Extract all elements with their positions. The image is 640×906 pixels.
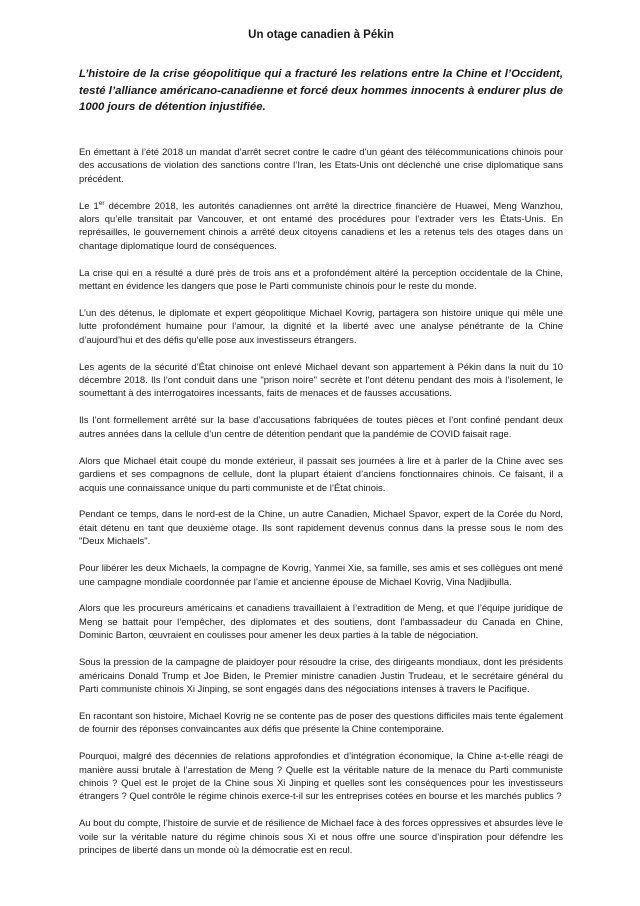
document-page bbox=[79, 29, 563, 871]
paragraph-3: La crise qui en a résulté a duré près de trois ans et a profondément altéré la perception occidentale de la Chine, mettant en évidence les dangers que pose le Parti communiste chinois pour le reste du monde. bbox=[79, 267, 563, 293]
paragraph-11: Sous la pression de la campagne de plaidoyer pour résoudre la crise, des dirigeants mondiaux, dont les présidents américains Donald Trump et Joe Biden, le Premier ministre canadien Justin Trudeau, et le secrétaire général du Parti communiste chinois Xi Jinping, se sont engagés dans des négociations intenses à travers le Pacifique. bbox=[79, 657, 563, 695]
paragraph-14: Au bout du compte, l’histoire de survie et de résilience de Michael face à des forces oppressives et absurdes lève le voile sur la véritable nature du régime chinois sous Xi et nous offre une source d’inspiration pour défendre les principes de liberté dans un monde où la démocratie est en recul. bbox=[79, 818, 563, 857]
paragraph-12: En racontant son histoire, Michael Kovrig ne se contente pas de poser des questions difficiles mais tente également de fournir des réponses convaincantes aux défis que présente la Chine contemporaine. bbox=[79, 710, 563, 736]
lead-paragraph: L’histoire de la crise géopolitique qui a fracturé les relations entre la Chine et l’Occident, testé l’alliance américano-canadienne et forcé deux hommes innocents à endurer plus de 1000 jours de détention injustifiée. bbox=[79, 68, 563, 114]
paragraph-1: En émettant à l’été 2018 un mandat d’arrêt secret contre le cadre d’un géant des télécommunications chinois pour des accusations de violation des sanctions contre l’Iran, les Etats-Unis ont déclenché une crise diplomatique sans précédent. bbox=[79, 146, 563, 185]
paragraph-10: Alors que les procureurs américains et canadiens travaillaient à l’extradition de Meng, et que l’équipe juridique de Meng se battait pour l’empêcher, des diplomates et des soutiens, dont l’ambassadeur du Canada en Chine, Dominic Barton, œuvraient en coulisses pour amener les deux parties à la table de négociation. bbox=[79, 603, 563, 642]
paragraph-13: Pourquoi, malgré des décennies de relations approfondies et d’intégration économique, la Chine a-t-elle réagi de manière aussi brutale à l’arrestation de Meng ? Quelle est la véritable nature de la menace du Parti communiste chinois ? Quel est le projet de la Chine sous Xi Jinping et quelles sont les conséquences pour les investisseurs étrangers ? Quel contrôle le régime chinois exerce-t-il sur les entreprises cotées en bourse et les marchés publics ? bbox=[79, 751, 563, 803]
paragraph-2-rest: décembre 2018, les autorités canadiennes ont arrêté la directrice financière de Huawei, Meng Wanzhou, alors qu’elle transitait par Vancouver, et ont entamé des procédures pour l’extrader vers les États-Unis. En représailles, le gouvernement chinois a arrêté deux citoyens canadiens et les a retenus tels des otages dans un chantage diplomatique lourd de conséquences. bbox=[79, 200, 563, 252]
paragraph-6: Ils l’ont formellement arrêté sur la base d’accusations fabriquées de toutes pièces et l’ont confiné pendant deux autres années dans la cellule d’un centre de détention pendant que la pandémie de COVID faisait rage. bbox=[79, 415, 563, 440]
paragraph-2 bbox=[79, 200, 563, 254]
paragraph-8: Pendant ce temps, dans le nord-est de la Chine, un autre Canadien, Michael Spavor, expert de la Corée du Nord, était détenu en tant que deuxième otage. Ils sont rapidement devenus connus dans la presse sous le nom des "Deux Michaels". bbox=[79, 509, 563, 548]
paragraph-2-start: Le 1 bbox=[79, 200, 99, 212]
paragraph-7: Alors que Michael était coupé du monde extérieur, il passait ses journées à lire et à parler de la Chine avec ses gardiens et ses compagnons de cellule, dont la plupart étaient d’anciens fonctionnaires chinois. Ce faisant, il a acquis une connaissance unique du parti communiste et de l’État chinois. bbox=[79, 455, 563, 494]
ordinal-superscript: er bbox=[98, 199, 105, 207]
paragraph-9: Pour libérer les deux Michaels, la compagne de Kovrig, Yanmei Xie, sa famille, ses amis et ses collègues ont mené une campagne mondiale coordonnée par l’amie et ancienne épouse de Michael Kovrig, Vina Nadjibulla. bbox=[79, 563, 563, 588]
paragraph-5: Les agents de la sécurité d’État chinoise ont enlevé Michael devant son appartement à Pékin dans la nuit du 10 décembre 2018. Ils l’ont conduit dans une "prison noire" secrète et l’ont détenu pendant des mois à l’isolement, le soumettant à des interrogatoires incessants, faits de menaces et de fausses accusations. bbox=[79, 361, 563, 400]
document-title: Un otage canadien à Pékin bbox=[248, 29, 394, 41]
paragraph-4: L’un des détenus, le diplomate et expert géopolitique Michael Kovrig, partagera son histoire unique qui mêle une lutte profondément humaine pour l’amour, la dignité et la liberté avec une analyse pénétrante de la Chine d’aujourd’hui et des défis qu’elle pose aux investisseurs étrangers. bbox=[79, 307, 563, 346]
